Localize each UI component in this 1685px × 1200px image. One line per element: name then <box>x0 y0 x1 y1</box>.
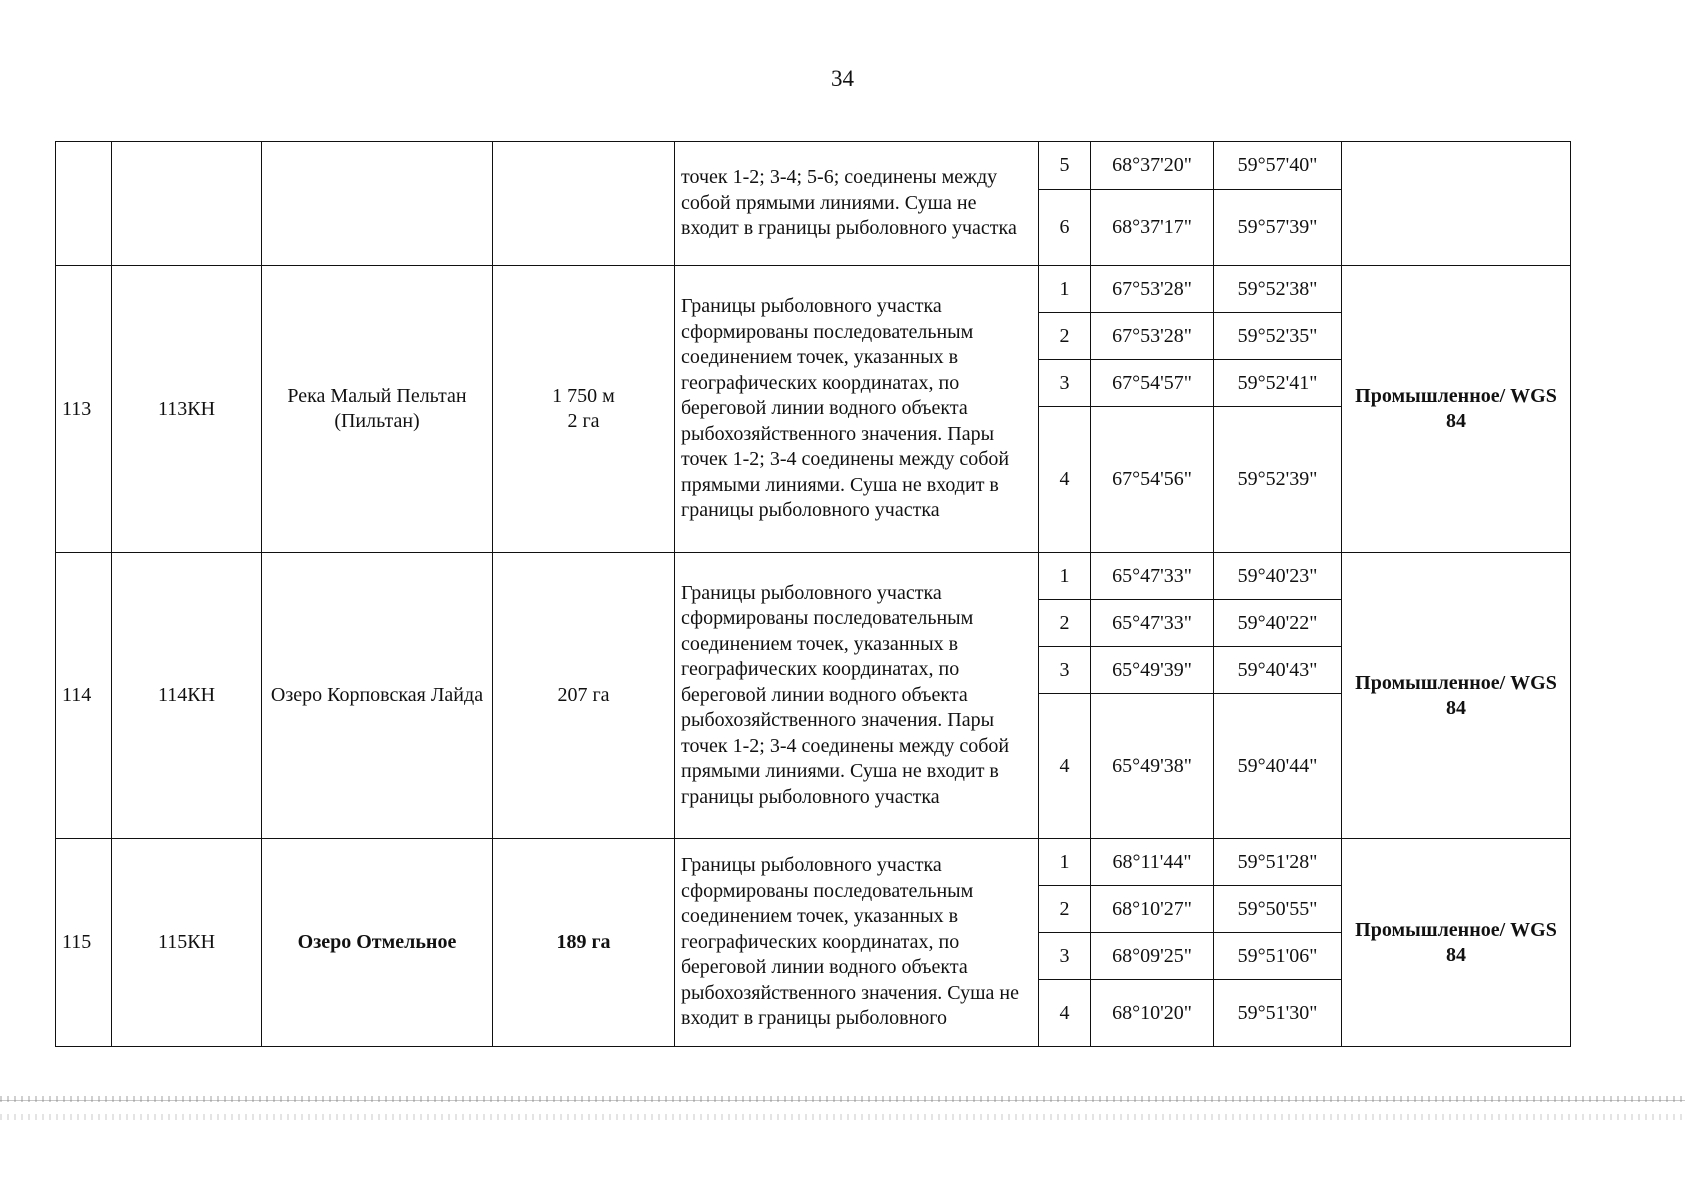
table-row <box>56 142 1571 190</box>
cell-code: 114КН <box>112 553 262 839</box>
point-number: 3 <box>1039 647 1091 694</box>
longitude: 59°52'35" <box>1214 313 1342 360</box>
fishing-areas-table <box>55 141 1571 1047</box>
cell-description: Границы рыболовного участка сформированы последовательным соединением точек, указанных в географических координатах, по береговой линии водного объекта рыбохозяйственного значения. Пары точек 1-2; 3-4 соединены между собой прямыми линиями. Суша не входит в границы рыболовного участка <box>675 266 1039 553</box>
longitude: 59°51'28" <box>1214 839 1342 886</box>
point-number: 3 <box>1039 360 1091 407</box>
cell-num: 114 <box>56 553 112 839</box>
longitude: 59°57'39" <box>1214 190 1342 266</box>
cell-name: Река Малый Пельтан (Пильтан) <box>262 266 493 553</box>
point-number: 2 <box>1039 886 1091 933</box>
latitude: 67°54'56" <box>1091 407 1214 553</box>
longitude: 59°40'23" <box>1214 553 1342 600</box>
cell-area: 1 750 м 2 га <box>493 266 675 553</box>
cell-code: 115КН <box>112 839 262 1047</box>
point-number: 1 <box>1039 553 1091 600</box>
table-row <box>56 839 1571 886</box>
scan-artifact-dots <box>0 1096 1685 1102</box>
longitude: 59°51'30" <box>1214 980 1342 1047</box>
latitude: 65°49'39" <box>1091 647 1214 694</box>
latitude: 67°54'57" <box>1091 360 1214 407</box>
cell-area: 189 га <box>493 839 675 1047</box>
latitude: 68°37'20" <box>1091 142 1214 190</box>
longitude: 59°52'38" <box>1214 266 1342 313</box>
point-number: 5 <box>1039 142 1091 190</box>
cell-area-empty <box>493 142 675 266</box>
cell-num: 115 <box>56 839 112 1047</box>
cell-type: Промышленное/ WGS 84 <box>1342 839 1571 1047</box>
latitude: 67°53'28" <box>1091 266 1214 313</box>
table-row <box>56 266 1571 313</box>
longitude: 59°50'55" <box>1214 886 1342 933</box>
latitude: 68°11'44" <box>1091 839 1214 886</box>
cell-code-empty <box>112 142 262 266</box>
cell-description: Границы рыболовного участка сформированы последовательным соединением точек, указанных в географических координатах, по береговой линии водного объекта рыбохозяйственного значения. Пары точек 1-2; 3-4 соединены между собой прямыми линиями. Суша не входит в границы рыболовного участка <box>675 553 1039 839</box>
point-number: 2 <box>1039 313 1091 360</box>
longitude: 59°40'44" <box>1214 694 1342 839</box>
cell-name: Озеро Корповская Лайда <box>262 553 493 839</box>
point-number: 4 <box>1039 980 1091 1047</box>
cell-area: 207 га <box>493 553 675 839</box>
table-row <box>56 553 1571 600</box>
latitude: 65°49'38" <box>1091 694 1214 839</box>
cell-name: Озеро Отмельное <box>262 839 493 1047</box>
cell-description: Границы рыболовного участка сформированы последовательным соединением точек, указанных в географических координатах, по береговой линии водного объекта рыбохозяйственного значения. Суша не входит в границы рыболовного <box>675 839 1039 1047</box>
page-number: 34 <box>831 66 854 91</box>
latitude: 67°53'28" <box>1091 313 1214 360</box>
point-number: 6 <box>1039 190 1091 266</box>
latitude: 68°10'20" <box>1091 980 1214 1047</box>
point-number: 4 <box>1039 407 1091 553</box>
latitude: 65°47'33" <box>1091 600 1214 647</box>
cell-name-empty <box>262 142 493 266</box>
point-number: 4 <box>1039 694 1091 839</box>
latitude: 68°09'25" <box>1091 933 1214 980</box>
longitude: 59°52'39" <box>1214 407 1342 553</box>
cell-type: Промышленное/ WGS 84 <box>1342 553 1571 839</box>
longitude: 59°52'41" <box>1214 360 1342 407</box>
point-number: 1 <box>1039 839 1091 886</box>
latitude: 68°37'17" <box>1091 190 1214 266</box>
cell-type: Промышленное/ WGS 84 <box>1342 266 1571 553</box>
cell-num-empty <box>56 142 112 266</box>
cell-description: точек 1-2; 3-4; 5-6; соединены между собой прямыми линиями. Суша не входит в границы рыболовного участка <box>675 142 1039 266</box>
longitude: 59°57'40" <box>1214 142 1342 190</box>
longitude: 59°40'43" <box>1214 647 1342 694</box>
point-number: 1 <box>1039 266 1091 313</box>
cell-num: 113 <box>56 266 112 553</box>
point-number: 2 <box>1039 600 1091 647</box>
latitude: 65°47'33" <box>1091 553 1214 600</box>
point-number: 3 <box>1039 933 1091 980</box>
cell-code: 113КН <box>112 266 262 553</box>
cell-type-empty <box>1342 142 1571 266</box>
longitude: 59°51'06" <box>1214 933 1342 980</box>
scan-artifact-dots <box>0 1114 1685 1120</box>
latitude: 68°10'27" <box>1091 886 1214 933</box>
longitude: 59°40'22" <box>1214 600 1342 647</box>
